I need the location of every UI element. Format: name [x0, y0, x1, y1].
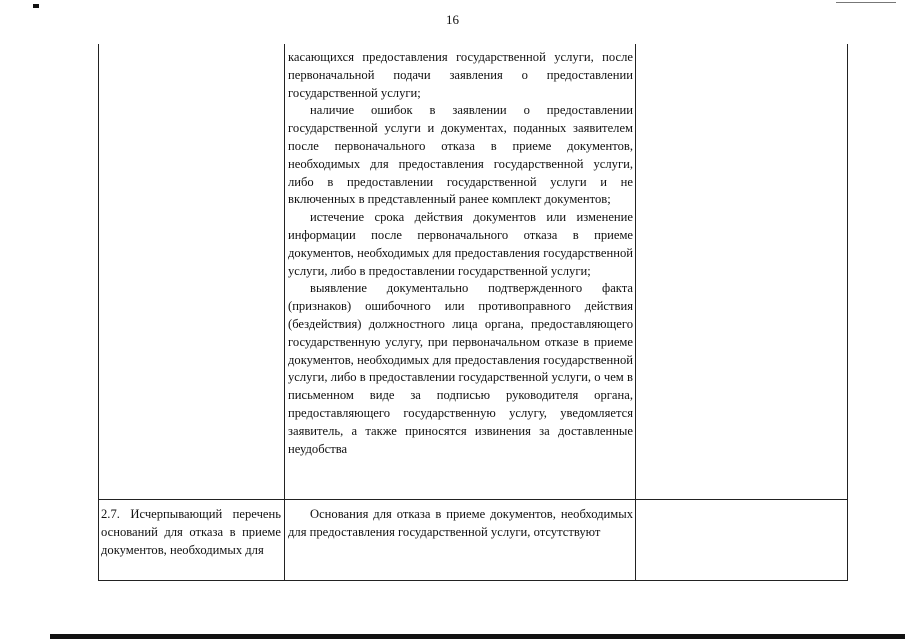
- table-divider-2: [635, 44, 636, 581]
- table-border-left: [98, 44, 99, 581]
- scan-bottom-edge: [50, 634, 905, 639]
- paragraph: истечение срока действия документов или изменение информации после первоначального отказа в приеме документов, необходимых для предоставления государственной услуги, либо в предоставлении государственной услуги;: [288, 210, 633, 278]
- regulation-table: [98, 44, 848, 581]
- paragraph: выявление документально подтвержденного факта (признаков) ошибочного или противоправного действия (бездействия) должностного лица органа, предоставляющего государственную услугу, при первоначальном отказе в приеме документов, необходимых для предоставления государственной услуги, либо в предоставлении государственной услуги, о чем в письменном виде за подписью руководителя органа, предоставляющего государственную услугу, уведомляется заявитель, а также приносятся извинения за доставленные неудобства: [288, 281, 633, 456]
- paragraph: Основания для отказа в приеме документов, необходимых для предоставления государственной услуги, отсутствуют: [288, 507, 633, 539]
- paragraph: наличие ошибок в заявлении о предоставлении государственной услуги и документах, поданных заявителем после первоначального отказа в приеме документов, необходимых для предоставления государственной услуги, либо в предоставлении государственной услуги и не включенных в представленный ранее комплект документов;: [288, 103, 633, 207]
- scan-line: [836, 2, 896, 3]
- row1-col2-cell: [288, 49, 633, 458]
- section-title: 2.7. Исчерпывающий перечень оснований для отказа в приеме документов, необходимых для: [101, 507, 281, 557]
- scan-mark: [33, 4, 39, 8]
- paragraph: касающихся предоставления государственной услуги, после первоначальной подачи заявления о предоставлении государственной услуги;: [288, 50, 633, 100]
- table-divider-1: [284, 44, 285, 581]
- row2-col1-cell: [101, 506, 281, 559]
- row-divider: [98, 499, 848, 500]
- table-border-bottom: [98, 580, 848, 581]
- page-number: 16: [446, 12, 459, 27]
- table-border-right: [847, 44, 848, 581]
- row2-col2-cell: [288, 506, 633, 542]
